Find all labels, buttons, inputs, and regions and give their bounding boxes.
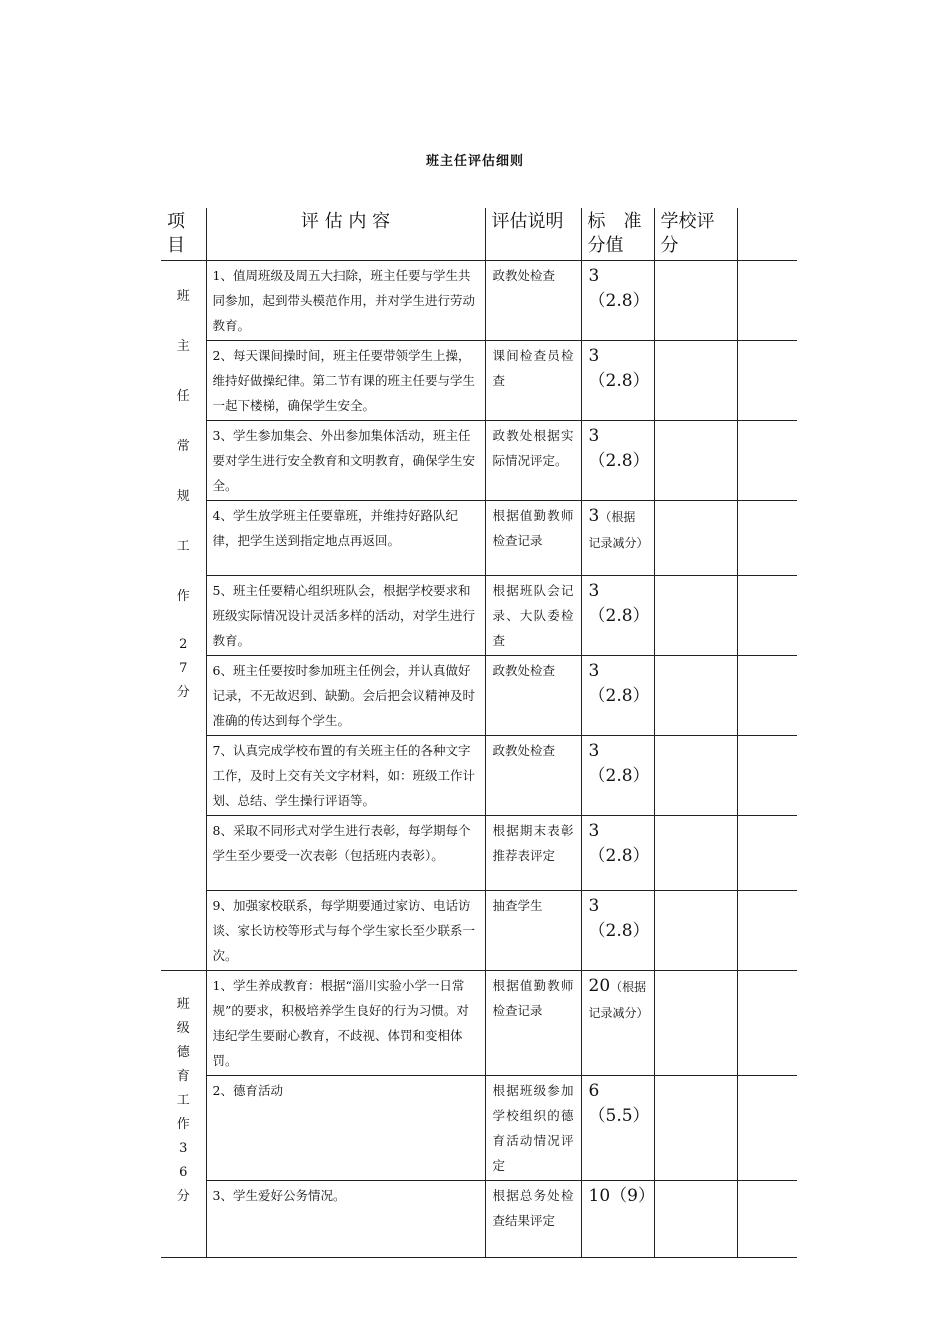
criterion-content: 2、每天课间操时间，班主任要带领学生上操，维持好做操纪律。第二节有课的班主任要与学生一起下楼梯，确保学生安全。	[206, 341, 485, 421]
table-body	[161, 261, 797, 1258]
table-row	[161, 816, 797, 891]
criterion-note: 根据班级参加学校组织的德育活动情况评定	[485, 1076, 581, 1181]
criterion-score	[581, 971, 654, 1076]
extra-cell	[737, 1076, 797, 1181]
header-row	[161, 208, 797, 261]
extra-cell	[737, 816, 797, 891]
criterion-score	[581, 891, 654, 971]
criterion-note: 政教处检查	[485, 736, 581, 816]
header-school-score: 学校评分	[654, 208, 737, 261]
table-row	[161, 656, 797, 736]
section-label-char: 作	[176, 589, 190, 604]
school-score-cell[interactable]	[654, 501, 737, 576]
section-label-char: 常	[176, 439, 190, 454]
score-value: 10（9）	[588, 1186, 655, 1206]
extra-cell	[737, 421, 797, 501]
section-label	[161, 971, 206, 1258]
score-note: （根据记录减分）	[588, 980, 649, 1020]
school-score-cell[interactable]	[654, 656, 737, 736]
school-score-cell[interactable]	[654, 341, 737, 421]
section-label-char: 班	[176, 289, 190, 304]
document-title: 班主任评估细则	[425, 154, 524, 169]
header-score: 标 准分值	[581, 208, 654, 261]
criterion-note: 政教处检查	[485, 656, 581, 736]
criterion-note: 根据期末表彰推荐表评定	[485, 816, 581, 891]
school-score-cell[interactable]	[654, 1181, 737, 1258]
criterion-score	[581, 341, 654, 421]
school-score-cell[interactable]	[654, 971, 737, 1076]
header-content: 评 估 内 容	[206, 208, 485, 261]
score-value: 3（2.8）	[588, 581, 650, 626]
table-row	[161, 736, 797, 816]
extra-cell	[737, 1181, 797, 1258]
section-label-char: 工	[176, 1093, 190, 1108]
school-score-cell[interactable]	[654, 421, 737, 501]
school-score-cell[interactable]	[654, 891, 737, 971]
score-value: 3（2.8）	[588, 741, 650, 786]
school-score-cell[interactable]	[654, 816, 737, 891]
criterion-content: 4、学生放学班主任要靠班，并维持好路队纪律，把学生送到指定地点再返回。	[206, 501, 485, 576]
criterion-content: 2、德育活动	[206, 1076, 485, 1181]
criterion-content: 8、采取不同形式对学生进行表彰，每学期每个学生至少要受一次表彰（包括班内表彰）。	[206, 816, 485, 891]
criterion-note: 政教处检查	[485, 261, 581, 341]
criterion-note: 抽查学生	[485, 891, 581, 971]
criterion-content: 7、认真完成学校布置的有关班主任的各种文字工作，及时上交有关文字材料，如：班级工作计划、总结、学生操行评语等。	[206, 736, 485, 816]
criterion-content: 3、学生爱好公务情况。	[206, 1181, 485, 1258]
table-row	[161, 891, 797, 971]
section-label-char: 作	[176, 1117, 190, 1132]
criterion-note: 根据值勤教师检查记录	[485, 501, 581, 576]
header-item: 项目	[161, 208, 206, 261]
school-score-cell[interactable]	[654, 736, 737, 816]
criterion-content: 6、班主任要按时参加班主任例会，并认真做好记录，不无故迟到、缺勤。会后把会议精神及时准确的传达到每个学生。	[206, 656, 485, 736]
section-label-char: 班	[176, 997, 190, 1012]
evaluation-table	[161, 208, 797, 1258]
criterion-content: 1、值周班级及周五大扫除，班主任要与学生共同参加，起到带头模范作用，并对学生进行劳动教育。	[206, 261, 485, 341]
score-value: 3（2.8）	[588, 266, 650, 311]
section-label	[161, 261, 206, 971]
extra-cell	[737, 501, 797, 576]
score-value: 3（2.8）	[588, 346, 650, 391]
extra-cell	[737, 971, 797, 1076]
section-label-char: 级	[176, 1021, 190, 1036]
table-row	[161, 261, 797, 341]
table-row	[161, 1076, 797, 1181]
section-label-char: 工	[176, 539, 190, 554]
section-label-score: 36分	[176, 1141, 190, 1204]
score-value: 3（2.8）	[588, 426, 650, 471]
header-extra	[737, 208, 797, 261]
criterion-score	[581, 576, 654, 656]
criterion-score	[581, 261, 654, 341]
school-score-cell[interactable]	[654, 1076, 737, 1181]
extra-cell	[737, 341, 797, 421]
score-value: 3	[588, 506, 600, 526]
score-value: 20	[588, 976, 611, 996]
extra-cell	[737, 261, 797, 341]
section-label-char: 规	[176, 489, 190, 504]
section-label-char: 主	[176, 339, 190, 354]
criterion-score	[581, 816, 654, 891]
score-value: 3（2.8）	[588, 661, 650, 706]
criterion-content: 5、班主任要精心组织班队会，根据学校要求和班级实际情况设计灵活多样的活动，对学生进行教育。	[206, 576, 485, 656]
criterion-note: 根据值勤教师检查记录	[485, 971, 581, 1076]
extra-cell	[737, 736, 797, 816]
extra-cell	[737, 656, 797, 736]
extra-cell	[737, 891, 797, 971]
criterion-score	[581, 1076, 654, 1181]
score-value: 6（5.5）	[588, 1081, 650, 1126]
criterion-score	[581, 421, 654, 501]
table-row	[161, 501, 797, 576]
criterion-score	[581, 501, 654, 576]
criterion-note: 根据班队会记录、大队委检查	[485, 576, 581, 656]
section-label-char: 德	[176, 1045, 190, 1060]
section-label-char: 任	[176, 389, 190, 404]
school-score-cell[interactable]	[654, 576, 737, 656]
score-value: 3（2.8）	[588, 896, 650, 941]
school-score-cell[interactable]	[654, 261, 737, 341]
table-row	[161, 341, 797, 421]
table-row	[161, 971, 797, 1076]
table-row	[161, 576, 797, 656]
criterion-note: 根据总务处检查结果评定	[485, 1181, 581, 1258]
criterion-content: 3、学生参加集会、外出参加集体活动，班主任要对学生进行安全教育和文明教育，确保学生安全。	[206, 421, 485, 501]
score-value: 3（2.8）	[588, 821, 650, 866]
criterion-note: 政教处根据实际情况评定。	[485, 421, 581, 501]
table-row	[161, 421, 797, 501]
header-note: 评估说明	[485, 208, 581, 261]
section-label-char: 育	[176, 1069, 190, 1084]
score-note: （根据记录减分）	[588, 510, 649, 550]
criterion-score	[581, 656, 654, 736]
criterion-content: 9、加强家校联系，每学期要通过家访、电话访谈、家长访校等形式与每个学生家长至少联系一次。	[206, 891, 485, 971]
table-row	[161, 1181, 797, 1258]
criterion-score	[581, 736, 654, 816]
criterion-content: 1、学生养成教育：根据“淄川实验小学一日常规”的要求，积极培养学生良好的行为习惯。对违纪学生要耐心教育，不歧视、体罚和变相体罚。	[206, 971, 485, 1076]
section-label-score: 27分	[176, 637, 190, 700]
extra-cell	[737, 576, 797, 656]
criterion-note: 课间检查员检查	[485, 341, 581, 421]
criterion-score	[581, 1181, 654, 1258]
